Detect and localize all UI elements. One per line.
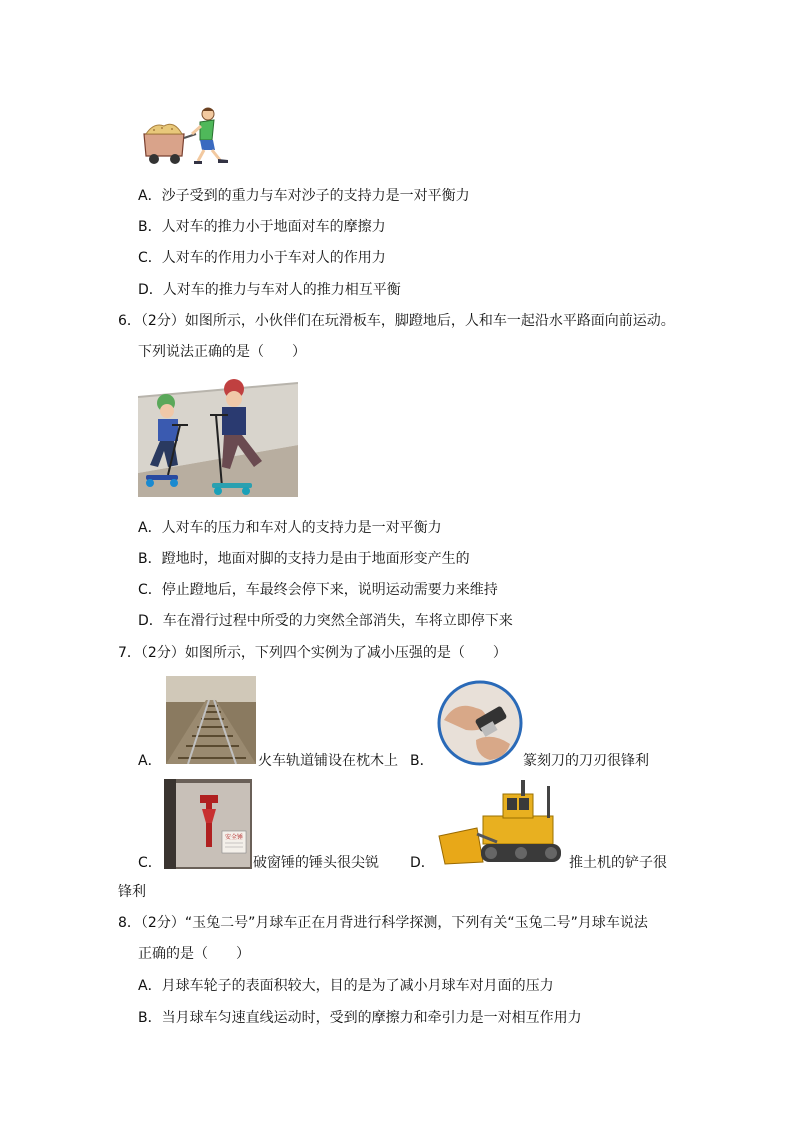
q7-option-b-text: 篆刻刀的刀刃很锋利: [523, 753, 649, 769]
q5-option-a: A．沙子受到的重力与车对沙子的支持力是一对平衡力: [138, 188, 470, 204]
railway-track-photo: [166, 676, 256, 764]
q6-stem-line2: 下列说法正确的是（ ）: [138, 344, 306, 360]
bulldozer-photo: [437, 776, 569, 870]
q8-option-a: A．月球车轮子的表面积较大，目的是为了减小月球车对月面的压力: [138, 978, 554, 994]
cart-pushing-illustration: [140, 104, 232, 166]
q7-option-c-text: 破窗锤的锤头很尖锐: [253, 855, 379, 871]
q7-option-d-text: 推土机的铲子很: [569, 855, 667, 871]
q6-option-b: B．蹬地时，地面对脚的支持力是由于地面形变产生的: [138, 551, 470, 567]
scooter-kids-photo: [138, 375, 298, 497]
q7-option-d-text-cont: 锋利: [118, 884, 146, 900]
q6-option-c: C．停止蹬地后，车最终会停下来，说明运动需要力来维持: [138, 582, 498, 598]
safety-hammer-photo: [164, 779, 252, 869]
q7-option-a-letter: A．: [138, 753, 162, 769]
q6-stem-line1: 6．（2分）如图所示，小伙伴们在玩滑板车，脚蹬地后，人和车一起沿水平路面向前运动。: [118, 313, 675, 329]
safety-hammer-sign-text: 安全锤: [224, 834, 244, 841]
q5-option-c: C．人对车的作用力小于车对人的作用力: [138, 250, 386, 266]
carving-knife-photo: [436, 680, 524, 766]
q5-option-b: B．人对车的推力小于地面对车的摩擦力: [138, 219, 386, 235]
q7-stem: 7．（2分）如图所示，下列四个实例为了减小压强的是（ ）: [118, 645, 507, 661]
q7-option-d-letter: D．: [410, 855, 435, 871]
q6-option-a: A．人对车的压力和车对人的支持力是一对平衡力: [138, 520, 442, 536]
q7-option-b-letter: B．: [410, 753, 434, 769]
q5-option-d: D．人对车的推力与车对人的推力相互平衡: [138, 282, 401, 298]
q7-option-c-letter: C．: [138, 855, 162, 871]
q7-option-a-text: 火车轨道铺设在枕木上: [258, 753, 398, 769]
q8-stem-line1: 8．（2分）“玉兔二号”月球车正在月背进行科学探测，下列有关“玉兔二号”月球车说法: [118, 915, 648, 931]
q8-option-b: B．当月球车匀速直线运动时，受到的摩擦力和牵引力是一对相互作用力: [138, 1010, 582, 1026]
q8-stem-line2: 正确的是（ ）: [138, 946, 250, 962]
q6-option-d: D．车在滑行过程中所受的力突然全部消失，车将立即停下来: [138, 613, 513, 629]
